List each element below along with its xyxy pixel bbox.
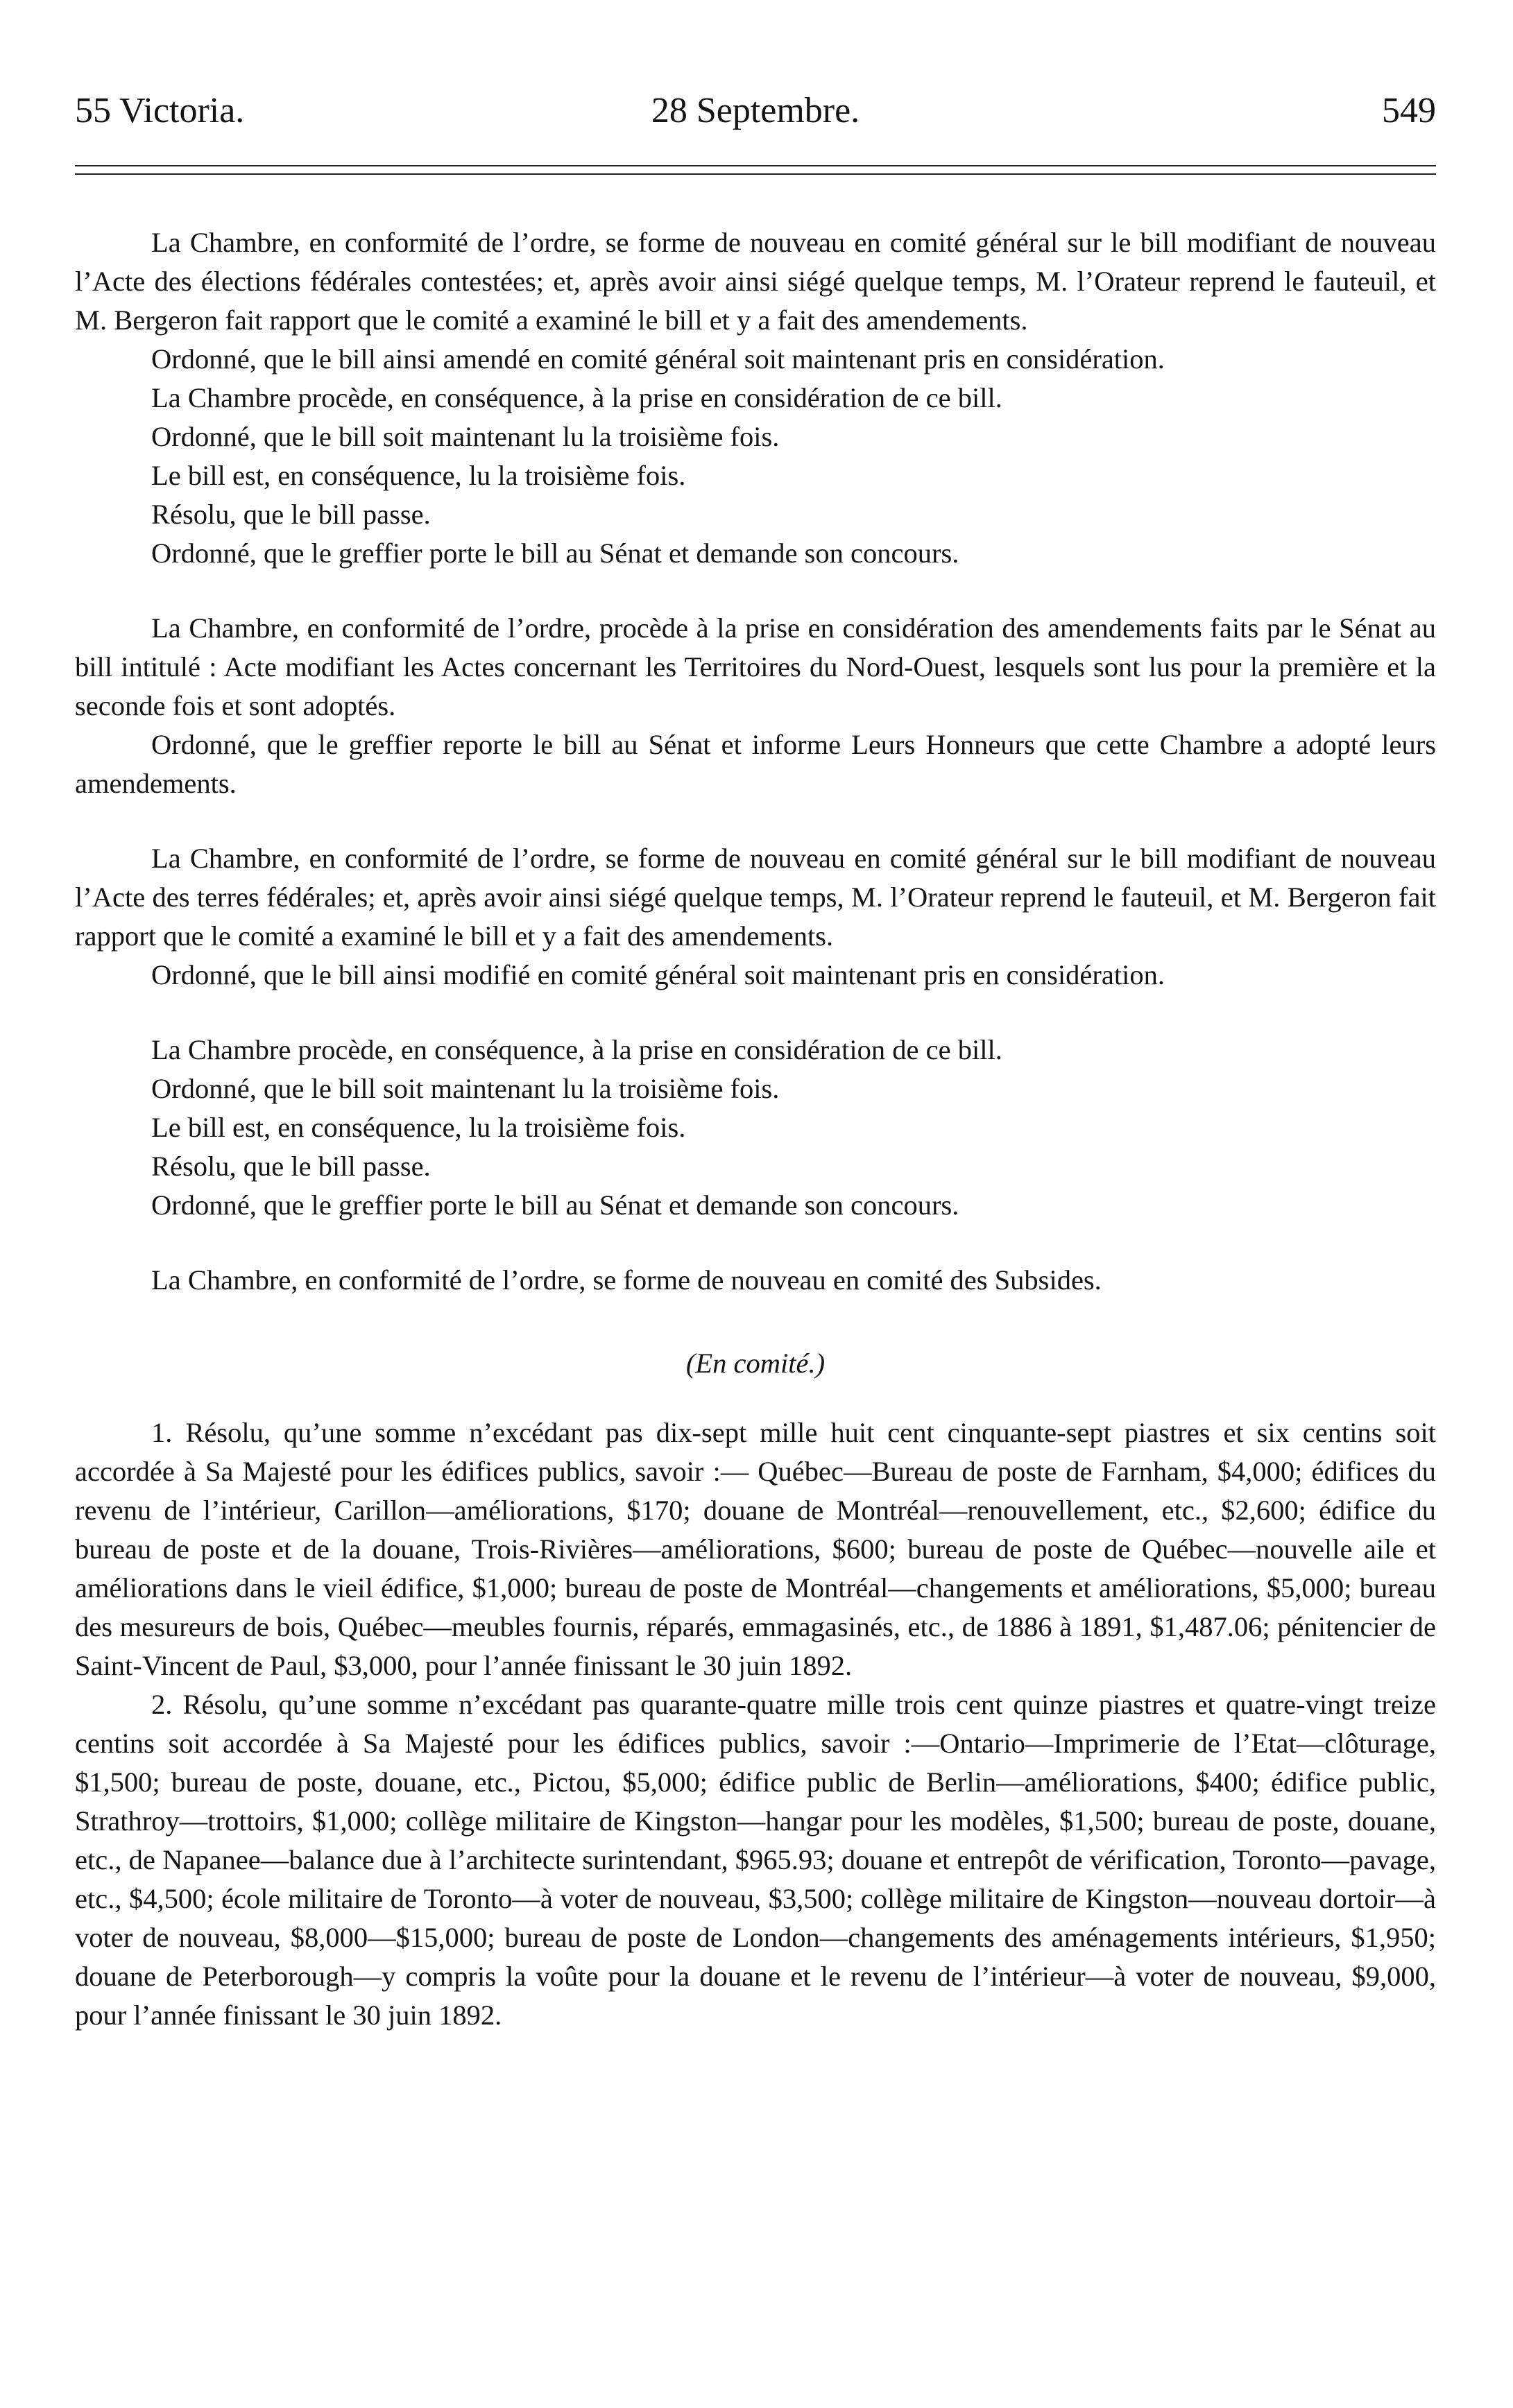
paragraph-8: La Chambre, en conformité de l’ordre, procède à la prise en considération des amendements faits par le Sénat au bill intitulé : Acte modifiant les Actes concernant les Territoires du Nord-Ouest, lesquels sont lus pour la première et la seconde fois et sont adoptés. (75, 612, 1436, 721)
header-date: 28 Septembre. (651, 91, 860, 130)
running-header (75, 82, 1436, 140)
paragraph-4: Ordonné, que le bill soit maintenant lu la troisième fois. (151, 421, 780, 452)
paragraph-9: Ordonné, que le greffier reporte le bill au Sénat et informe Leurs Honneurs que cette Chambre a adopté leurs amendements. (75, 729, 1436, 799)
header-session: 55 Victoria. (75, 91, 245, 130)
paragraph-13: Ordonné, que le bill soit maintenant lu la troisième fois. (151, 1073, 780, 1104)
page-body (75, 223, 1436, 2035)
committee-heading-text: (En comité.) (685, 1348, 826, 1379)
resolution-2: 2. Résolu, qu’une somme n’excédant pas quarante-quatre mille trois cent quinze piastres et quatre-vingt treize centins soit accordée à Sa Majesté pour les édifices publics, savoir :—Ontario—Imprimerie de l’Etat—clôturage, $1,500; bureau de poste, douane, etc., Pictou, $5,000; édifice public de Berlin—améliorations, $400; édifice public, Strathroy—trottoirs, $1,000; collège militaire de Kingston—hangar pour les modèles, $1,500; bureau de poste, douane, etc., de Napanee—balance due à l’architecte surintendant, $965.93; douane et entrepôt de vérification, Toronto—pavage, etc., $4,500; école militaire de Toronto—à voter de nouveau, $3,500; collège militaire de Kingston—nouveau dortoir—à voter de nouveau, $8,000—$15,000; bureau de poste de London—changements des aménagements intérieurs, $1,950; douane de Peterborough—y compris la voûte pour la douane et le revenu de l’intérieur—à voter de nouveau, $9,000, pour l’année finissant le 30 juin 1892. (75, 1689, 1436, 2031)
header-rule (75, 165, 1436, 175)
paragraph-16: Ordonné, que le greffier porte le bill au Sénat et demande son concours. (151, 1189, 959, 1221)
page-number: 549 (1382, 91, 1436, 130)
paragraph-10: La Chambre, en conformité de l’ordre, se forme de nouveau en comité général sur le bill modifiant de nouveau l’Acte des terres fédérales; et, après avoir ainsi siégé quelque temps, M. l’Orateur reprend le fauteuil, et M. Bergeron fait rapport que le comité a examiné le bill et y a fait des amendements. (75, 843, 1436, 952)
paragraph-3: La Chambre procède, en conséquence, à la prise en considération de ce bill. (151, 382, 1002, 413)
paragraph-6: Résolu, que le bill passe. (151, 499, 431, 530)
paragraph-15: Résolu, que le bill passe. (151, 1151, 431, 1182)
paragraph-14: Le bill est, en conséquence, lu la troisième fois. (151, 1112, 686, 1143)
journal-page (75, 82, 1436, 2035)
paragraph-2: Ordonné, que le bill ainsi amendé en comité général soit maintenant pris en considération. (151, 343, 1165, 375)
committee-heading (75, 1344, 1436, 1383)
paragraph-12: La Chambre procède, en conséquence, à la prise en considération de ce bill. (151, 1034, 1002, 1065)
paragraph-1: La Chambre, en conformité de l’ordre, se forme de nouveau en comité général sur le bill modifiant de nouveau l’Acte des élections fédérales contestées; et, après avoir ainsi siégé quelque temps, M. l’Orateur reprend le fauteuil, et M. Bergeron fait rapport que le comité a examiné le bill et y a fait des amendements. (75, 227, 1436, 336)
resolution-1: 1. Résolu, qu’une somme n’excédant pas dix-sept mille huit cent cinquante-sept piastres et six centins soit accordée à Sa Majesté pour les édifices publics, savoir :— Québec—Bureau de poste de Farnham, $4,000; édifices du revenu de l’intérieur, Carillon—améliorations, $170; douane de Montréal—renouvellement, etc., $2,600; édifice du bureau de poste et de la douane, Trois-Rivières—améliorations, $600; bureau de poste de Québec—nouvelle aile et améliorations dans le vieil édifice, $1,000; bureau de poste de Montréal—changements et améliorations, $5,000; bureau des mesureurs de bois, Québec—meubles fournis, réparés, emmagasinés, etc., de 1886 à 1891, $1,487.06; pénitencier de Saint-Vincent de Paul, $3,000, pour l’année finissant le 30 juin 1892. (75, 1417, 1436, 1681)
paragraph-17: La Chambre, en conformité de l’ordre, se forme de nouveau en comité des Subsides. (151, 1264, 1102, 1296)
paragraph-11: Ordonné, que le bill ainsi modifié en comité général soit maintenant pris en considération. (151, 959, 1165, 990)
paragraph-5: Le bill est, en conséquence, lu la troisième fois. (151, 460, 686, 491)
paragraph-7: Ordonné, que le greffier porte le bill au Sénat et demande son concours. (151, 538, 959, 569)
